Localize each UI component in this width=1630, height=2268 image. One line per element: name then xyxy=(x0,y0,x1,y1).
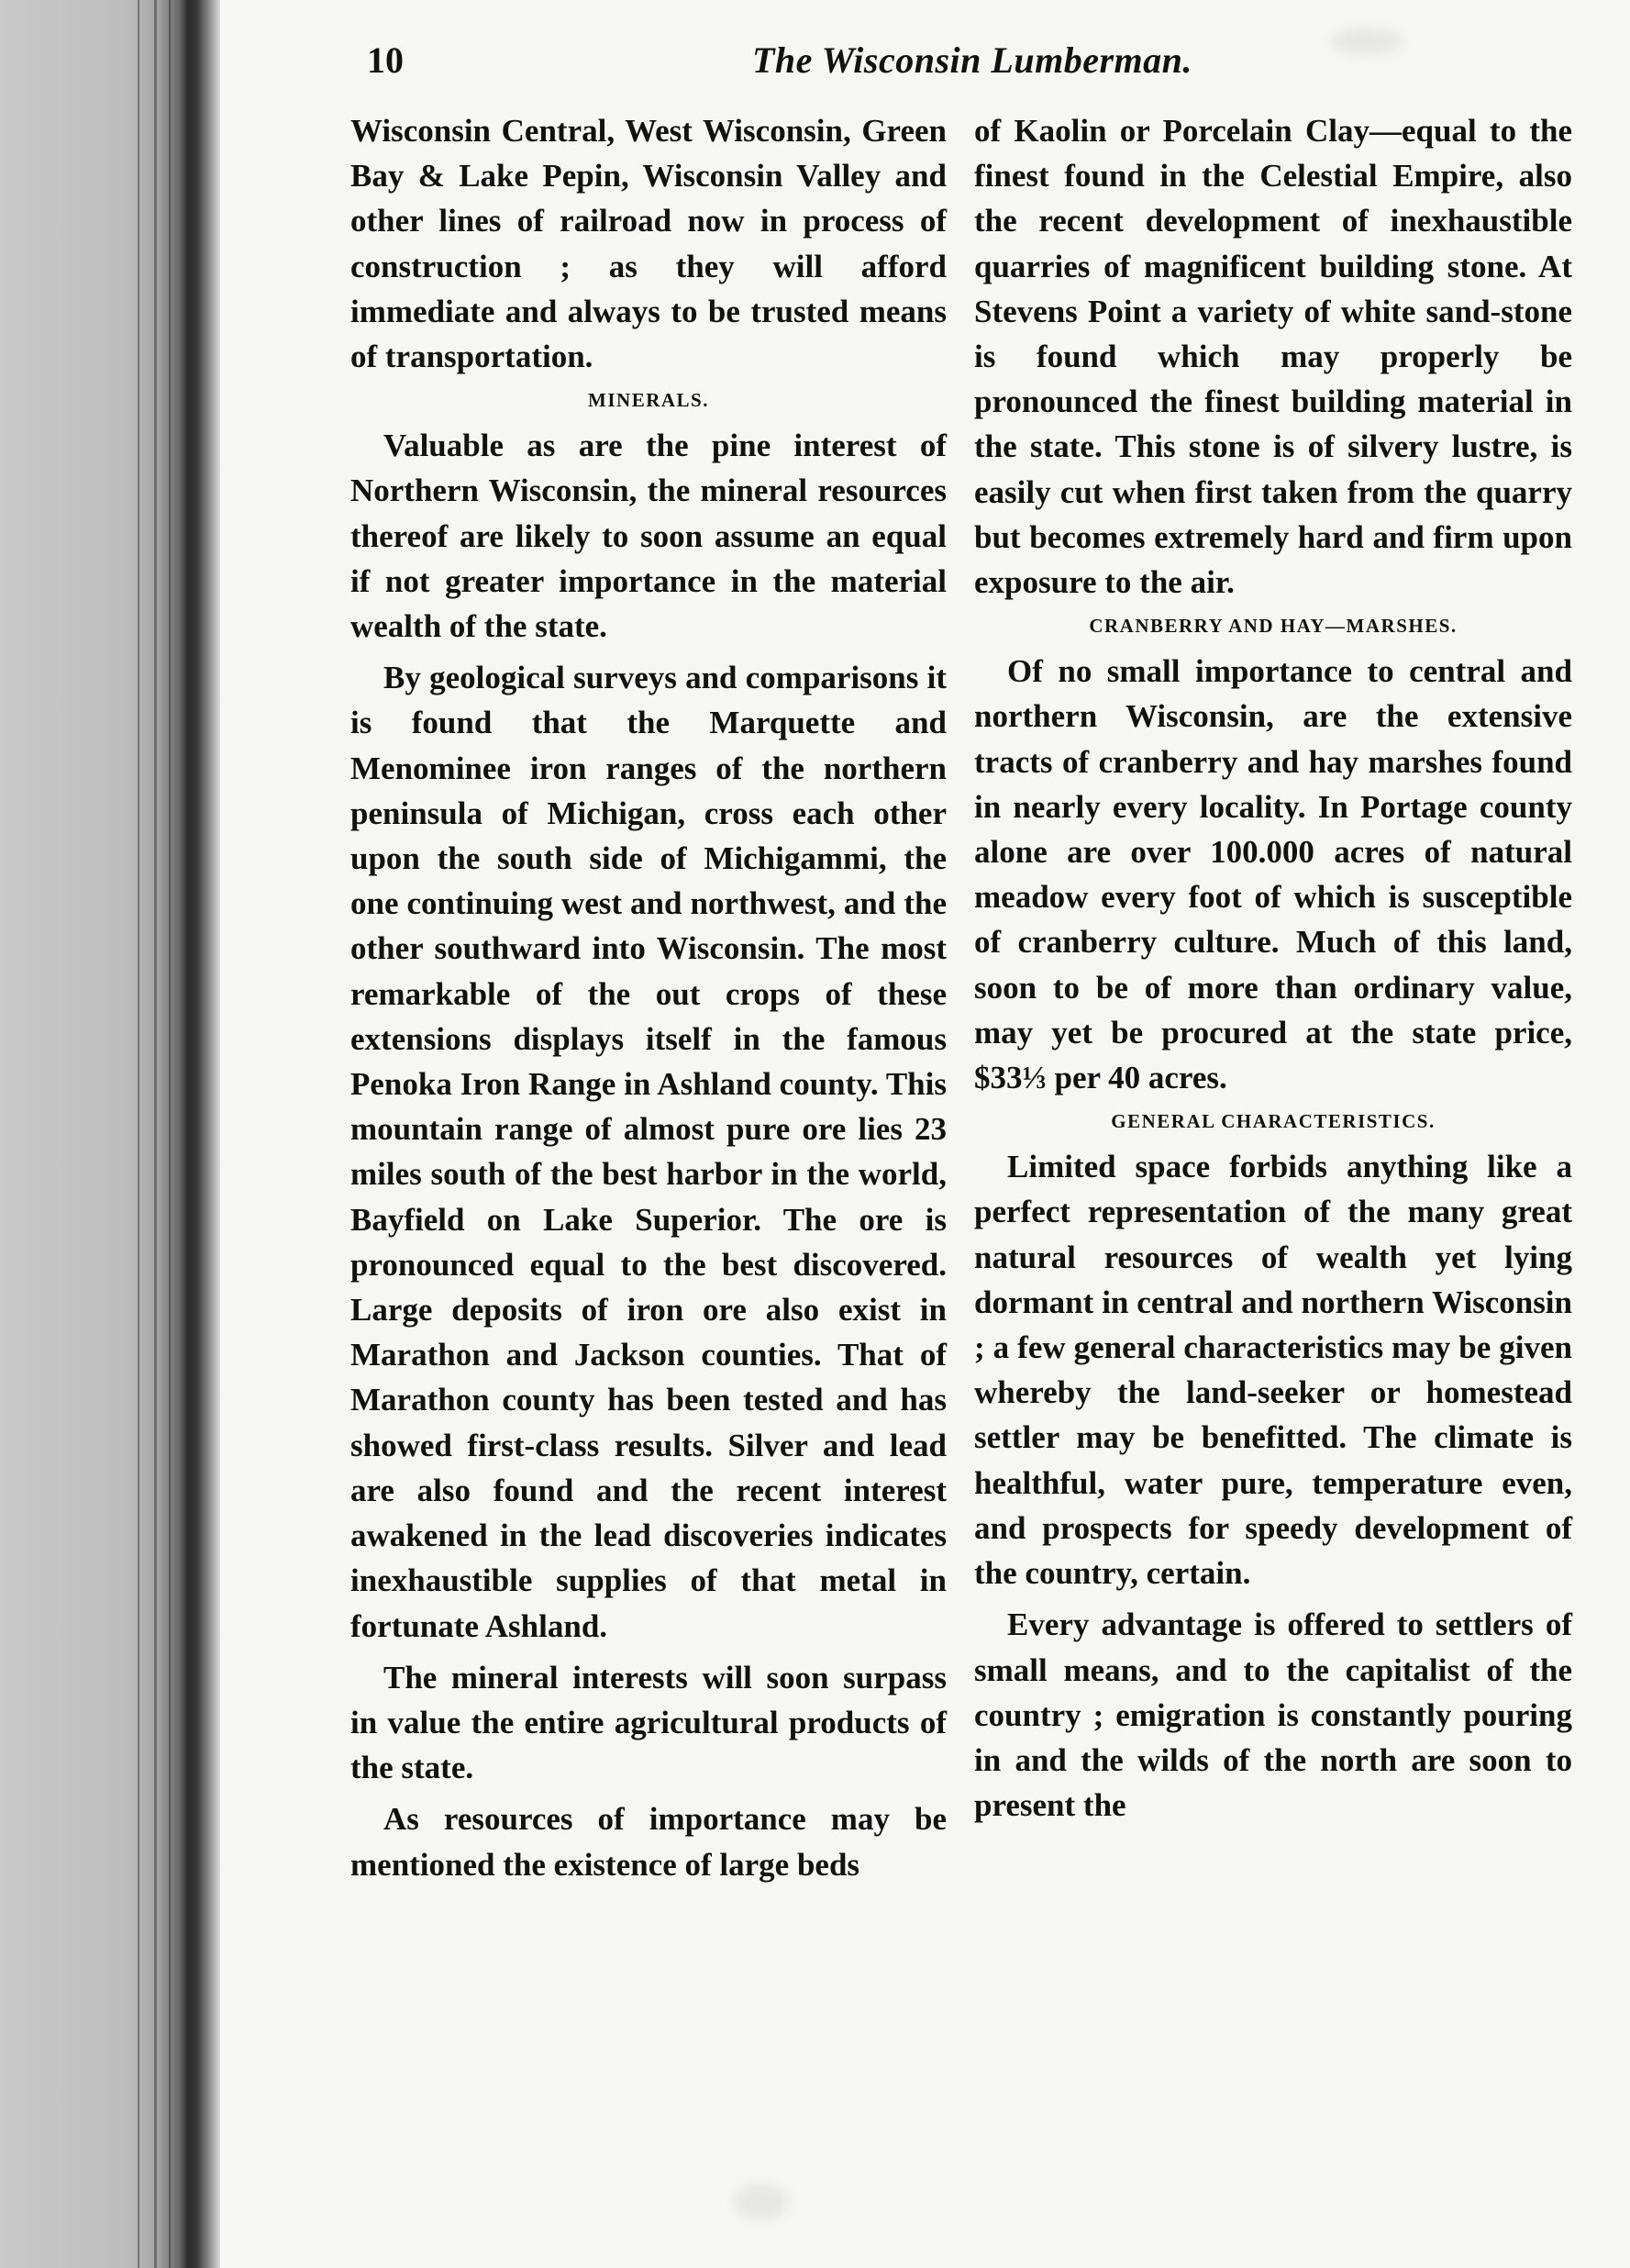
paragraph: Valuable as are the pine interest of Northern Wisconsin, the mineral resources thereof are likely to soon assume an equal if not greater importance in the material wealth of the state. xyxy=(350,428,947,645)
binding-streak xyxy=(169,0,171,2268)
book-binding-shadow xyxy=(0,0,220,2268)
paragraph: Of no small importance to central and northern Wisconsin, are the extensive tracts of cranberry and hay marshes found in nearly every locality. In Portage county alone are over 100.000 acres of natural meadow every foot of which is susceptible of cranberry culture. Much of this land, soon to be of more than ordinary value, may yet be procured at the state price, $33⅓ per 40 acres. xyxy=(974,653,1572,1096)
paragraph: Limited space forbids anything like a perfect representation of the many great natural resources of wealth yet lying dormant in central and northern Wisconsin ; a few general characteristics may be given whereby the land-seeker or homestead settler may be benefitted. The climate is healthful, water pure, temperature even, and prospects for speedy development of the country, certain. xyxy=(974,1149,1572,1592)
running-title: The Wisconsin Lumberman. xyxy=(752,39,1192,81)
paragraph: Every advantage is offered to settlers of small means, and to the capitalist of the country ; emigration is constantly pouring in and the wilds of the north are soon to present the xyxy=(974,1606,1572,1824)
paragraph: Wisconsin Central, West Wisconsin, Green Bay & Lake Pepin, Wisconsin Valley and other lines of railroad now in process of construction ; as they will afford immediate and always to be trusted means of transportation. xyxy=(350,113,947,375)
paper-smudge xyxy=(734,2184,789,2220)
paragraph: of Kaolin or Porcelain Clay—equal to the finest found in the Celestial Empire, also the recent development of inexhaustible quarries of magnificent building stone. At Stevens Point a variety of white sand-stone is found which may properly be pronounced the finest building material in the state. This stone is of silvery lustre, is easily cut when first taken from the quarry but becomes extremely hard and firm upon exposure to the air. xyxy=(974,113,1572,601)
paragraph: The mineral interests will soon surpass in value the entire agricultural products of the state. xyxy=(350,1659,947,1786)
binding-streak xyxy=(154,0,157,2268)
page-number: 10 xyxy=(367,39,404,81)
section-heading-general: GENERAL CHARACTERISTICS. xyxy=(1111,1110,1436,1133)
running-head xyxy=(367,39,1587,94)
right-column xyxy=(974,108,1572,1828)
left-column xyxy=(350,108,947,1887)
binding-streak xyxy=(138,0,139,2268)
section-heading-minerals: MINERALS. xyxy=(588,389,709,412)
section-heading-cranberry: CRANBERRY AND HAY—MARSHES. xyxy=(1089,615,1458,638)
paragraph: As resources of importance may be mentioned the existence of large beds xyxy=(350,1801,947,1883)
paragraph: By geological surveys and comparisons it is found that the Marquette and Menominee iron ranges of the northern peninsula of Michigan, cross each other upon the south side of Michigammi, the one continuing west and northwest, and the other southward into Wisconsin. The most remarkable of the out crops of these extensions displays itself in the famous Penoka Iron Range in Ashland county. This mountain range of almost pure ore lies 23 miles south of the best harbor in the world, Bayfield on Lake Superior. The ore is pronounced equal to the best discovered. Large deposits of iron ore also exist in Marathon and Jackson counties. That of Marathon county has been tested and has showed first-class results. Silver and lead are also found and the recent interest awakened in the lead discoveries indicates inexhaustible supplies of that metal in fortunate Ashland. xyxy=(350,660,947,1644)
